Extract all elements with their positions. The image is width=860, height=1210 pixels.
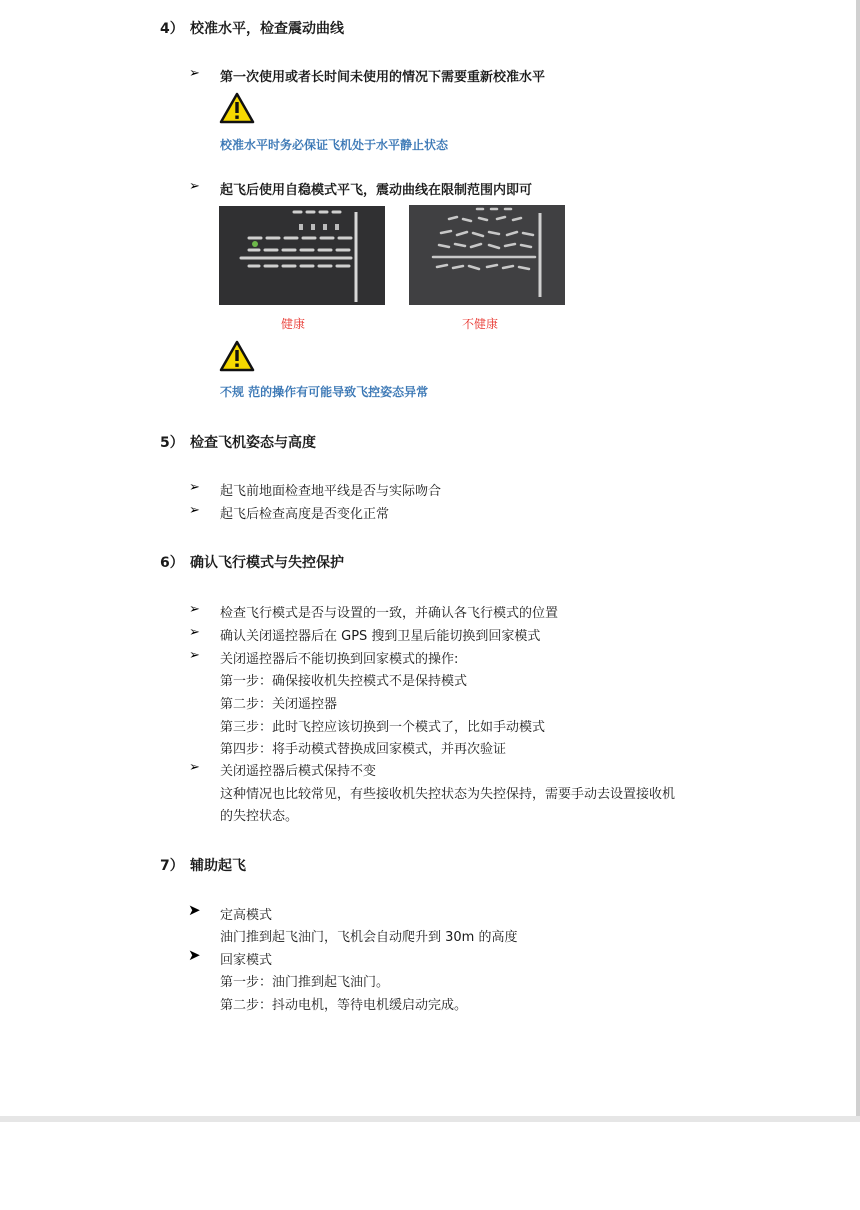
unhealthy-vibration-image — [409, 205, 565, 305]
section-6-item-1: 检查飞行模式是否与设置的一致，并确认各飞行模式的位置 — [220, 606, 559, 621]
section-5-title: 检查飞机姿态与高度 — [190, 435, 316, 451]
page-edge — [856, 0, 860, 1120]
section-6-item-4-desc-line-2: 的失控状态。 — [220, 809, 299, 824]
section-7-mode-2: 回家模式 — [220, 953, 273, 968]
bullet-arrow-icon: ➤ — [188, 946, 201, 964]
bullet-arrow-icon: ➤ — [188, 901, 201, 919]
section-6-item-4-desc-line-1: 这种情况也比较常见，有些接收机失控状态为失控保持，需要手动去设置接收机 — [220, 787, 676, 802]
warning-icon — [219, 340, 255, 372]
section-7-title: 辅助起飞 — [190, 858, 246, 874]
bullet-arrow-icon: ➢ — [189, 66, 200, 81]
section-4-bullet-1: 第一次使用或者长时间未使用的情况下需要重新校准水平 — [220, 70, 546, 85]
warning-text-2: 不规 范的操作有可能导致飞控姿态异常 — [220, 385, 429, 399]
bullet-arrow-icon: ➢ — [189, 179, 200, 194]
section-7-mode-2-step-2: 第二步：抖动电机，等待电机缓启动完成。 — [220, 998, 468, 1013]
section-7-mode-2-step-1: 第一步：油门推到起飞油门。 — [220, 975, 390, 990]
section-6-number: 6） — [160, 555, 184, 571]
section-6-item-3: 关闭遥控器后不能切换到回家模式的操作: — [220, 652, 459, 667]
bullet-arrow-icon: ➢ — [189, 480, 200, 495]
bullet-arrow-icon: ➢ — [189, 625, 200, 640]
warning-text-1: 校准水平时务必保证飞机处于水平静止状态 — [220, 138, 449, 152]
section-6-item-4: 关闭遥控器后模式保持不变 — [220, 764, 377, 779]
section-5-item-2: 起飞后检查高度是否变化正常 — [220, 507, 390, 522]
section-6-step-4: 第四步：将手动模式替换成回家模式，并再次验证 — [220, 742, 507, 757]
section-7-mode-1: 定高模式 — [220, 908, 273, 923]
section-4-bullet-2: 起飞后使用自稳模式平飞，震动曲线在限制范围内即可 — [220, 183, 533, 198]
section-4-number: 4） — [160, 21, 184, 37]
section-6-title: 确认飞行模式与失控保护 — [190, 555, 344, 571]
bullet-arrow-icon: ➢ — [189, 760, 200, 775]
section-6-step-2: 第二步：关闭遥控器 — [220, 697, 338, 712]
unhealthy-label: 不健康 — [462, 317, 499, 331]
section-5-item-1: 起飞前地面检查地平线是否与实际吻合 — [220, 484, 442, 499]
next-page — [0, 1122, 860, 1210]
section-6-item-2: 确认关闭遥控器后在 GPS 搜到卫星后能切换到回家模式 — [220, 629, 541, 644]
bullet-arrow-icon: ➢ — [189, 648, 200, 663]
section-6-step-1: 第一步：确保接收机失控模式不是保持模式 — [220, 674, 468, 689]
section-5-number: 5） — [160, 435, 184, 451]
healthy-label: 健康 — [281, 317, 306, 331]
warning-icon — [219, 92, 255, 124]
section-7-number: 7） — [160, 858, 184, 874]
section-7-mode-1-desc: 油门推到起飞油门，飞机会自动爬升到 30m 的高度 — [220, 930, 518, 945]
healthy-vibration-image — [219, 206, 385, 305]
section-6-step-3: 第三步：此时飞控应该切换到一个模式了，比如手动模式 — [220, 720, 546, 735]
bullet-arrow-icon: ➢ — [189, 503, 200, 518]
section-4-title: 校准水平，检查震动曲线 — [190, 21, 344, 37]
bullet-arrow-icon: ➢ — [189, 602, 200, 617]
